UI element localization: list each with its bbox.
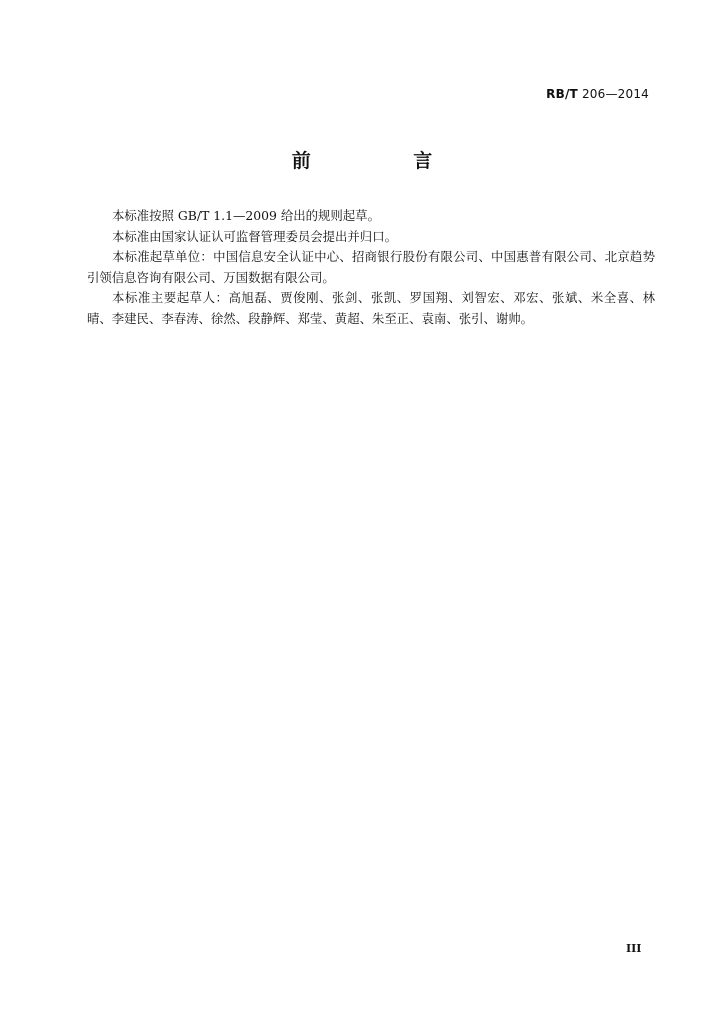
standard-prefix: RB/T — [546, 87, 578, 101]
page-number: III — [626, 942, 642, 955]
standard-code — [546, 87, 649, 101]
paragraph-main-drafters: 本标准主要起草人：高旭磊、贾俊刚、张剑、张凯、罗国翔、刘智宏、邓宏、张斌、米全喜、林晴、李建民、李春涛、徐然、段静辉、郑莹、黄超、朱至正、袁南、张引、谢帅。 — [87, 290, 655, 326]
paragraph-drafting-rules: 本标准按照 GB/T 1.1—2009 给出的规则起草。 — [112, 208, 380, 223]
paragraph-drafting-units: 本标准起草单位：中国信息安全认证中心、招商银行股份有限公司、中国惠普有限公司、北京趋势引领信息咨询有限公司、万国数据有限公司。 — [87, 249, 655, 285]
standard-number: 206—2014 — [581, 87, 649, 101]
paragraph-proposer: 本标准由国家认证认可监督管理委员会提出并归口。 — [112, 228, 397, 244]
foreword-body — [87, 206, 655, 329]
page-title: 前 言 — [291, 150, 481, 172]
